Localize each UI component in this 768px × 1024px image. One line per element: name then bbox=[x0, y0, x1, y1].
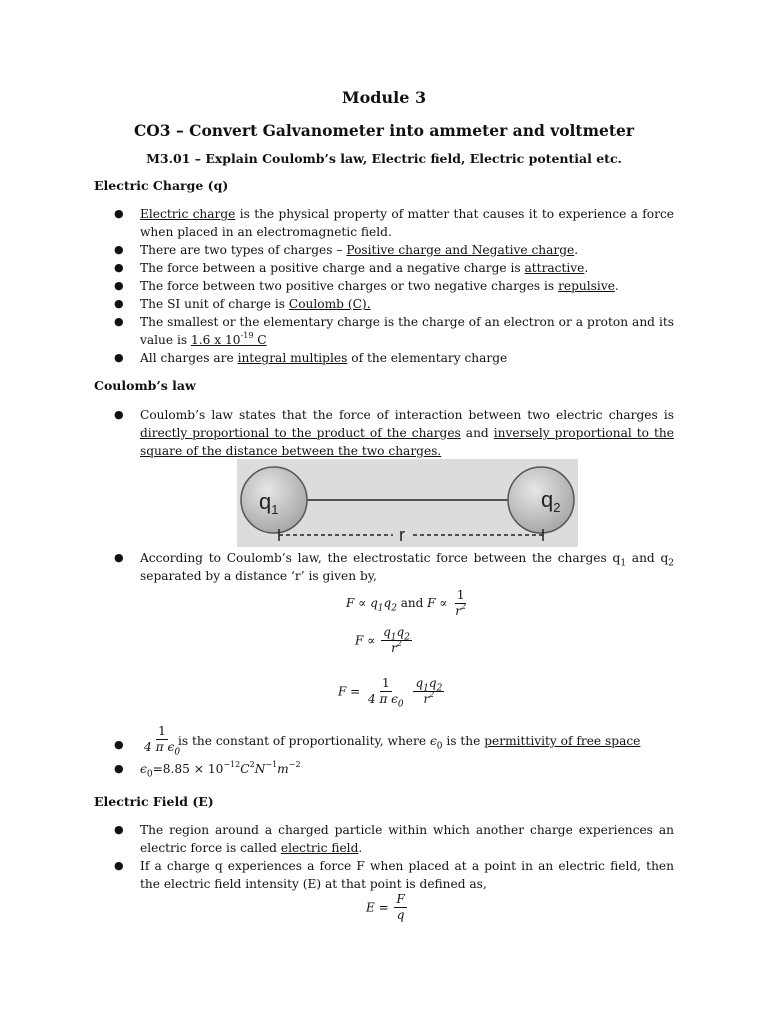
list-item: ● Coulomb’s law states that the force of interaction between two electric charges is directly proportional to the product of the charges and inversely proportional to the square of the distance between the two charges. bbox=[114, 408, 674, 458]
list-item: ● The smallest or the elementary charge is the charge of an electron or a proton and its value is 1.6 x $10^{-19}$ C bbox=[114, 315, 674, 347]
section-heading-electric-field: Electric Field (E) bbox=[94, 794, 214, 809]
bullet-icon: ● bbox=[114, 762, 124, 775]
course-outcome-title: CO3 – Convert Galvanometer into ammeter and voltmeter bbox=[133, 121, 635, 140]
bullet-icon: ● bbox=[114, 738, 124, 751]
q1-label: $q_1$ bbox=[259, 489, 279, 517]
module-title: Module 3 bbox=[341, 88, 427, 107]
list-item: ● Electric charge is the physical property of matter that causes it to experience a force when placed in an electromagnetic field. bbox=[114, 207, 674, 239]
list-item: ● The force between two positive charges or two negative charges is repulsive. bbox=[114, 279, 619, 293]
bullet-icon: ● bbox=[114, 315, 124, 328]
section-heading-electric-charge: Electric Charge (q) bbox=[94, 178, 229, 193]
section-heading-coulombs-law: Coulomb’s law bbox=[94, 378, 196, 393]
bullet-icon: ● bbox=[114, 279, 124, 292]
bullet-icon: ● bbox=[114, 859, 124, 872]
coulomb-list bbox=[0, 406, 768, 460]
electric-field-list bbox=[0, 821, 768, 893]
coulomb-diagram-figure bbox=[237, 459, 578, 547]
bullet-icon: ● bbox=[114, 823, 124, 836]
coulomb-list-2 bbox=[0, 549, 768, 585]
list-item: ● All charges are integral multiples of the elementary charge bbox=[114, 351, 508, 365]
charge-sphere-q1 bbox=[241, 467, 307, 533]
coulomb-diagram bbox=[237, 459, 578, 547]
bullet-icon: ● bbox=[114, 207, 124, 220]
document-page: Module 3 CO3 – Convert Galvanometer into ammeter and voltmeter M3.01 – Explain Coulomb’s law, Electric field, Electric potential etc. Electric Charge (q) ● Electric charge is the physical property of matter that causes it to experience a force when placed in an electromagnetic field. ● There are two types of charges – Positive charge and Negative charge. ● The force between a positive charge and a negative charge is attractive. ● The force between two positive charges or two negative charges is repulsive. ● The SI unit of charge is Coulomb (C). ● The smallest or the elementary charge is the charge of an electron or a proton and its value is 1.6 x $10^{-19}$ C ● All charges are integral multiples of the elementary charge Coulomb’s law ● Coulomb’s law states that the force of interaction between two electric charges is directly proportional to the product of the charges and inversely proportional to the square of the distance between the two charges. $q_1$ $q_2$ r ● According to Coulomb’s law, the electrostatic force between the charges $q_1$ and $q_2$ separated by a distance ‘r’ is given by, $F \propto q_1q_2$ and F ∝ $\frac{1}{r^2}$ F ∝ $\frac{q_1q_2}{r^2}$ F = $\frac{1}{4 \pi \epsilon_0}$ $\frac{q_1q_2}{r^2}$ ● $\frac{1}{4 \pi \epsilon_0}$ is the constant of proportionality, where $\epsilon_0$ is the permittivity of free space ● $\epsilon_0=8.85 \times 10^{-12}C^2N^{-1}m^{-2}$ Electric Field (E) ● The region around a charged particle within which another charge experiences an electric force is called electric field. ● If a charge q experiences a force F when placed at a point in an electric field, then the electric field intensity (E) at that point is defined as, E = $\frac{F}{q}$ bbox=[0, 0, 768, 1024]
bullet-icon: ● bbox=[114, 297, 124, 310]
r-label: r bbox=[399, 525, 405, 545]
list-item: ● If a charge q experiences a force F when placed at a point in an electric field, then the electric field intensity (E) at that point is defined as, bbox=[114, 859, 674, 891]
bullet-icon: ● bbox=[114, 551, 124, 564]
list-item: ● The force between a positive charge and a negative charge is attractive. bbox=[114, 261, 589, 275]
equation-proportional-1: $F \propto q_1q_2$ and F ∝ $\frac{1}{r^2}$ bbox=[346, 587, 467, 618]
bullet-icon: ● bbox=[114, 261, 124, 274]
bullet-icon: ● bbox=[114, 243, 124, 256]
bullet-icon: ● bbox=[114, 351, 124, 364]
equation-proportional-2: F ∝ $\frac{q_1q_2}{r^2}$ bbox=[355, 625, 410, 655]
module-subtitle: M3.01 – Explain Coulomb’s law, Electric field, Electric potential etc. bbox=[146, 151, 622, 166]
list-item: ● According to Coulomb’s law, the electrostatic force between the charges $q_1$ and $q_2$ separated by a distance ‘r’ is given by, bbox=[114, 551, 675, 583]
list-item: ● There are two types of charges – Positive charge and Negative charge. bbox=[114, 243, 579, 257]
electric-charge-list bbox=[0, 205, 768, 367]
q2-label: $q_2$ bbox=[541, 487, 561, 515]
bullet-icon: ● bbox=[114, 408, 124, 421]
list-item: ● The region around a charged particle within which another charge experiences an electric force is called electric field. bbox=[114, 823, 674, 855]
equation-coulomb-force: F = $\frac{1}{4 \pi \epsilon_0}$ $\frac{q_1q_2}{r^2}$ bbox=[338, 676, 443, 710]
equation-electric-field: E = $\frac{F}{q}$ bbox=[366, 892, 405, 922]
list-item: ● The SI unit of charge is Coulomb (C). bbox=[114, 297, 371, 311]
